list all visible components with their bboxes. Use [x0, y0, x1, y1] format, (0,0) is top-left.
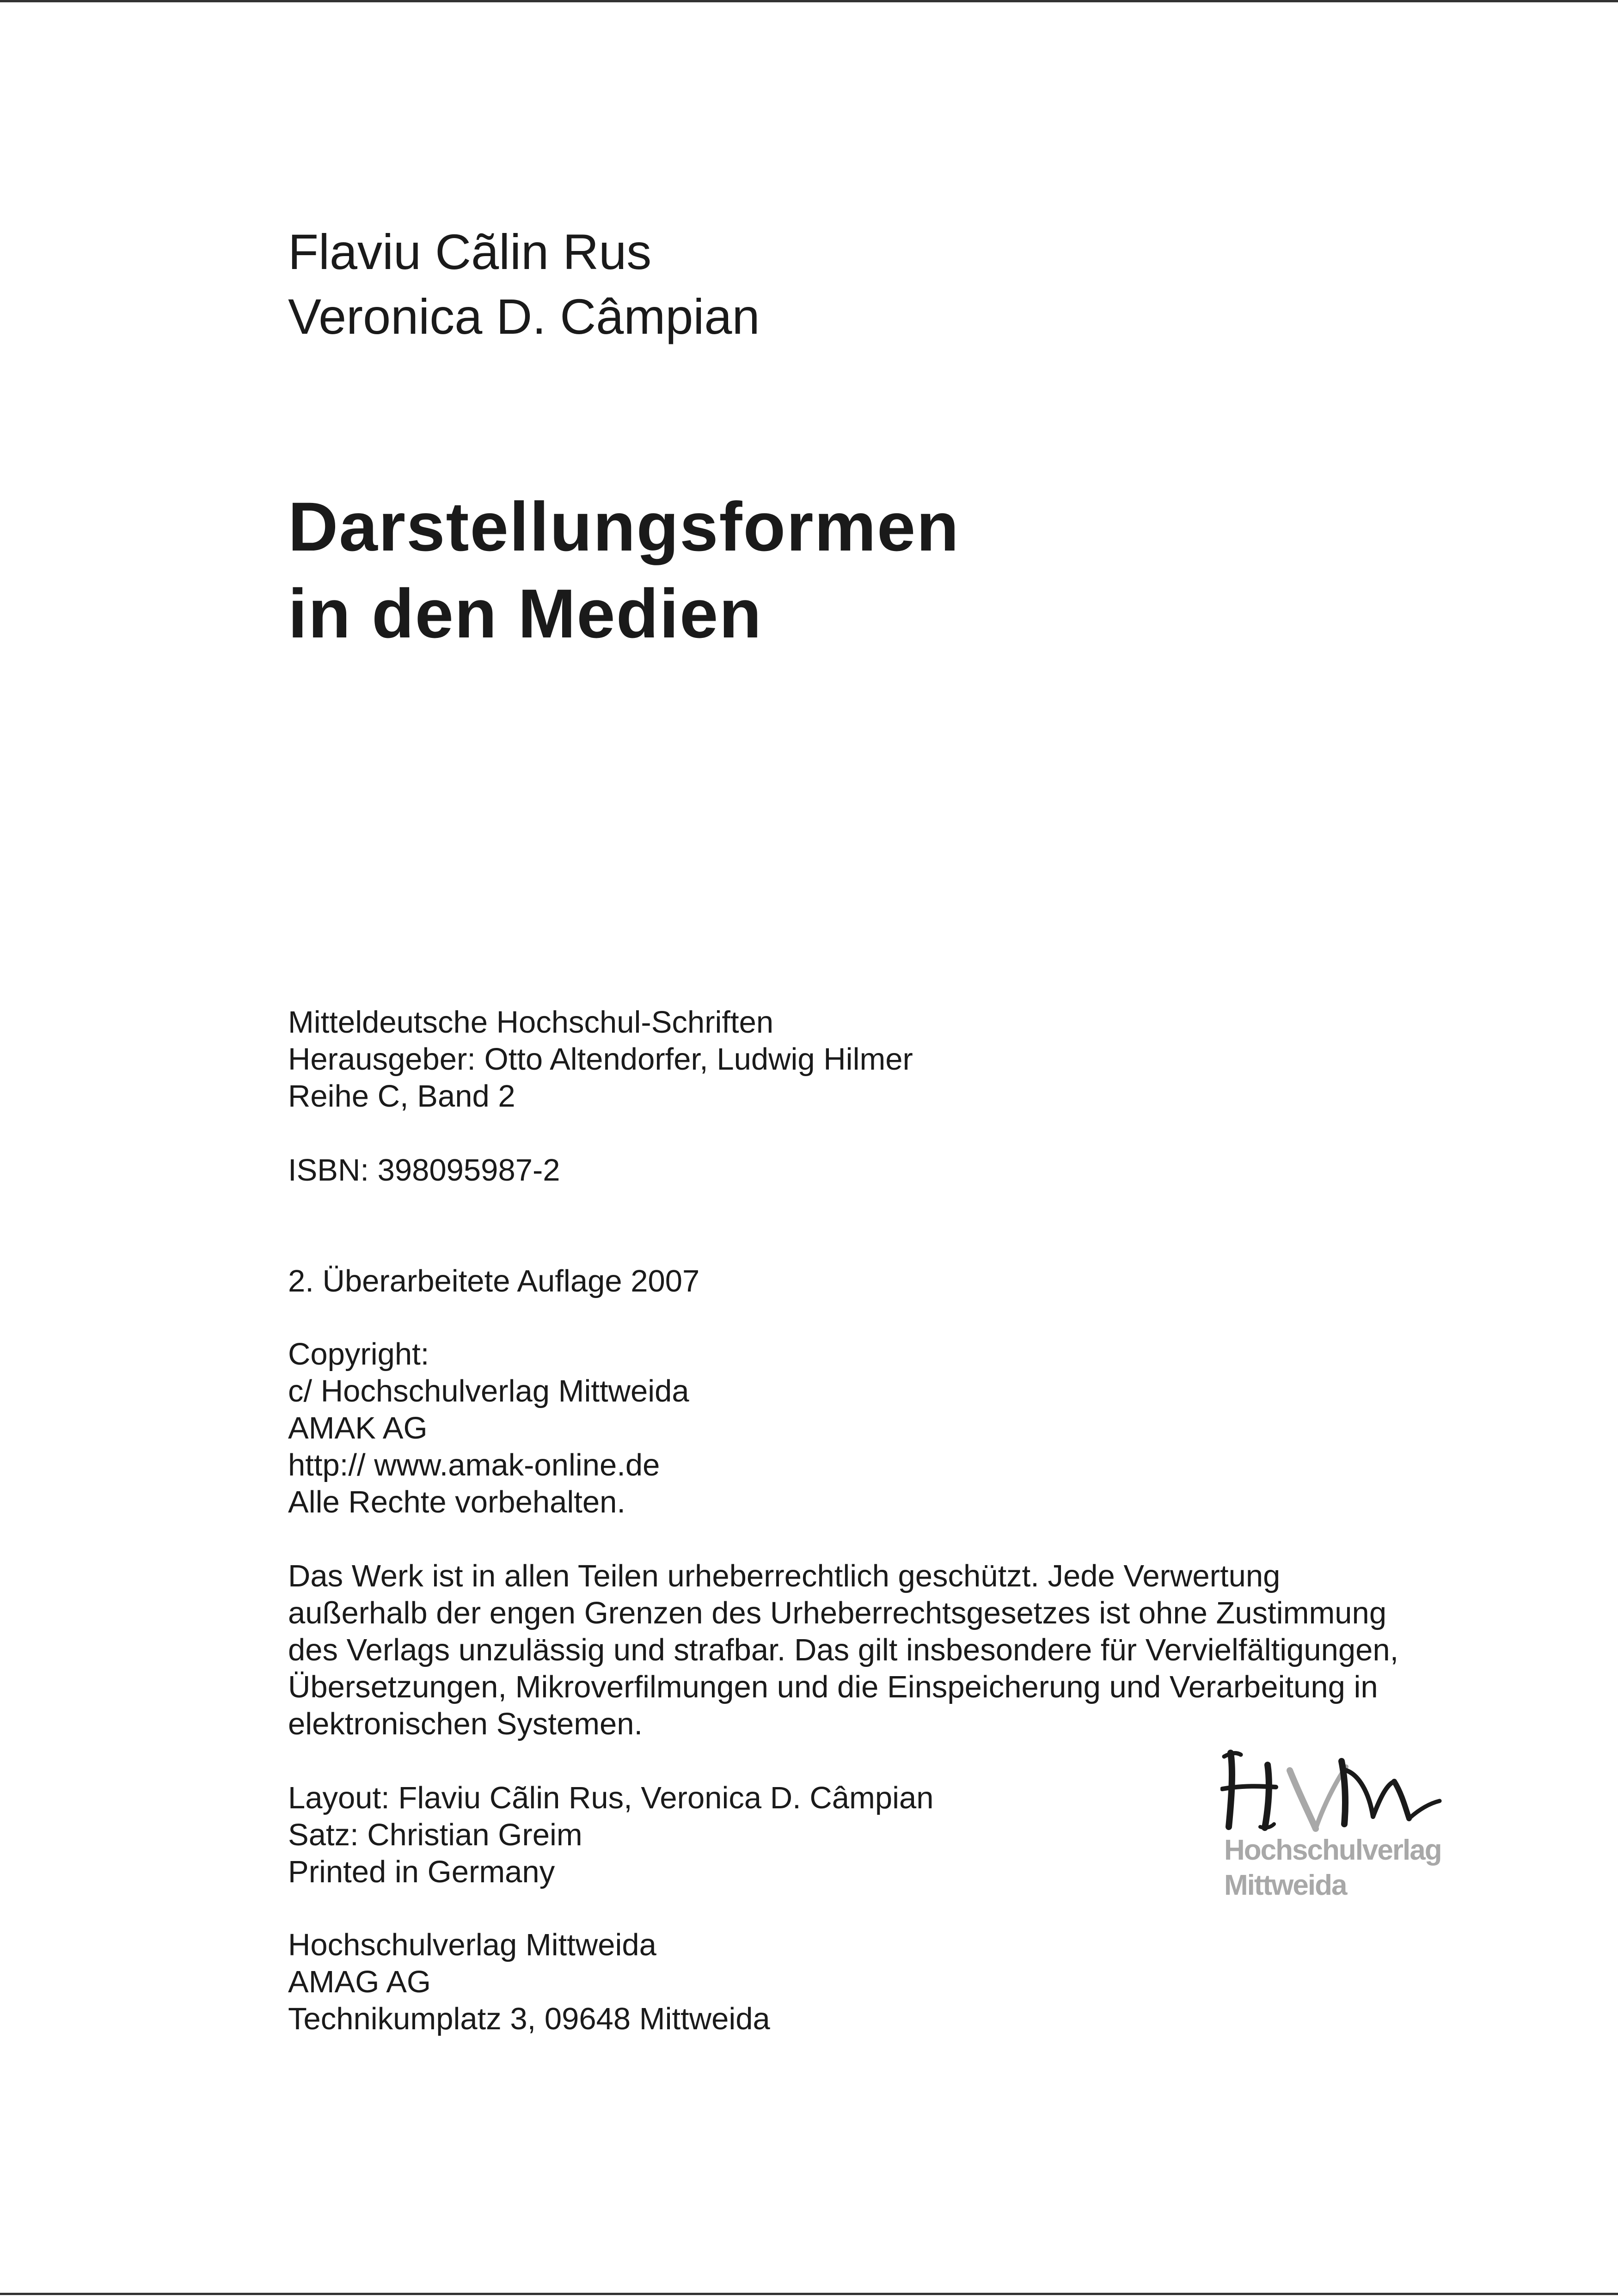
top-border-rule	[0, 0, 1618, 2]
credits-line: Satz: Christian Greim	[288, 1818, 582, 1852]
address-line: Technikumplatz 3, 09648 Mittweida	[288, 2002, 770, 2036]
publisher-address	[288, 1927, 770, 2038]
legal-line: Das Werk ist in allen Teilen urheberrechtlich geschützt. Jede Verwertung	[288, 1559, 1281, 1593]
series-line: Reihe C, Band 2	[288, 1079, 515, 1114]
credits-line: Printed in Germany	[288, 1855, 555, 1889]
edition-info	[288, 1263, 699, 1300]
copyright-line: c/ Hochschulverlag Mittweida	[288, 1374, 689, 1408]
authors	[288, 220, 760, 349]
address-line: AMAG AG	[288, 1965, 431, 1999]
logo-text-line: Hochschulverlag	[1224, 1834, 1441, 1866]
legal-line: elektronischen Systemen.	[288, 1707, 643, 1741]
legal-line: des Verlags unzulässig und strafbar. Das gilt insbesondere für Vervielfältigungen,	[288, 1633, 1399, 1667]
author-name: Veronica D. Câmpian	[288, 288, 760, 344]
edition-line: 2. Überarbeitete Auflage 2007	[288, 1264, 700, 1298]
author-name: Flaviu Cãlin Rus	[288, 224, 652, 280]
book-title	[288, 483, 960, 657]
credits-line: Layout: Flaviu Cãlin Rus, Veronica D. Câmpian	[288, 1781, 934, 1815]
isbn-line: ISBN: 398095987-2	[288, 1153, 560, 1188]
address-line: Hochschulverlag Mittweida	[288, 1928, 656, 1962]
logo-text-line: Mittweida	[1224, 1869, 1347, 1901]
copyright-line: Alle Rechte vorbehalten.	[288, 1485, 625, 1519]
copyright-line: Copyright:	[288, 1337, 429, 1371]
series-line: Herausgeber: Otto Altendorfer, Ludwig Hilmer	[288, 1042, 913, 1077]
credits-info	[288, 1780, 934, 1891]
logo-wordmark	[1224, 1833, 1441, 1903]
copyright-info	[288, 1336, 689, 1521]
bottom-border-rule	[0, 2293, 1618, 2295]
publisher-logo	[1220, 1743, 1461, 1914]
copyright-line: AMAK AG	[288, 1411, 428, 1445]
copyright-line: http:// www.amak-online.de	[288, 1448, 660, 1482]
legal-line: außerhalb der engen Grenzen des Urheberrechtsgesetzes ist ohne Zustimmung	[288, 1596, 1387, 1630]
book-title-line: in den Medien	[288, 575, 763, 652]
isbn-info	[288, 1152, 560, 1189]
legal-notice	[288, 1558, 1398, 1743]
series-info	[288, 1004, 913, 1115]
hvm-logo-icon	[1220, 1743, 1461, 1835]
legal-line: Übersetzungen, Mikroverfilmungen und die Einspeicherung und Verarbeitung in	[288, 1670, 1378, 1704]
series-line: Mitteldeutsche Hochschul-Schriften	[288, 1005, 774, 1040]
book-title-line: Darstellungsformen	[288, 488, 960, 565]
